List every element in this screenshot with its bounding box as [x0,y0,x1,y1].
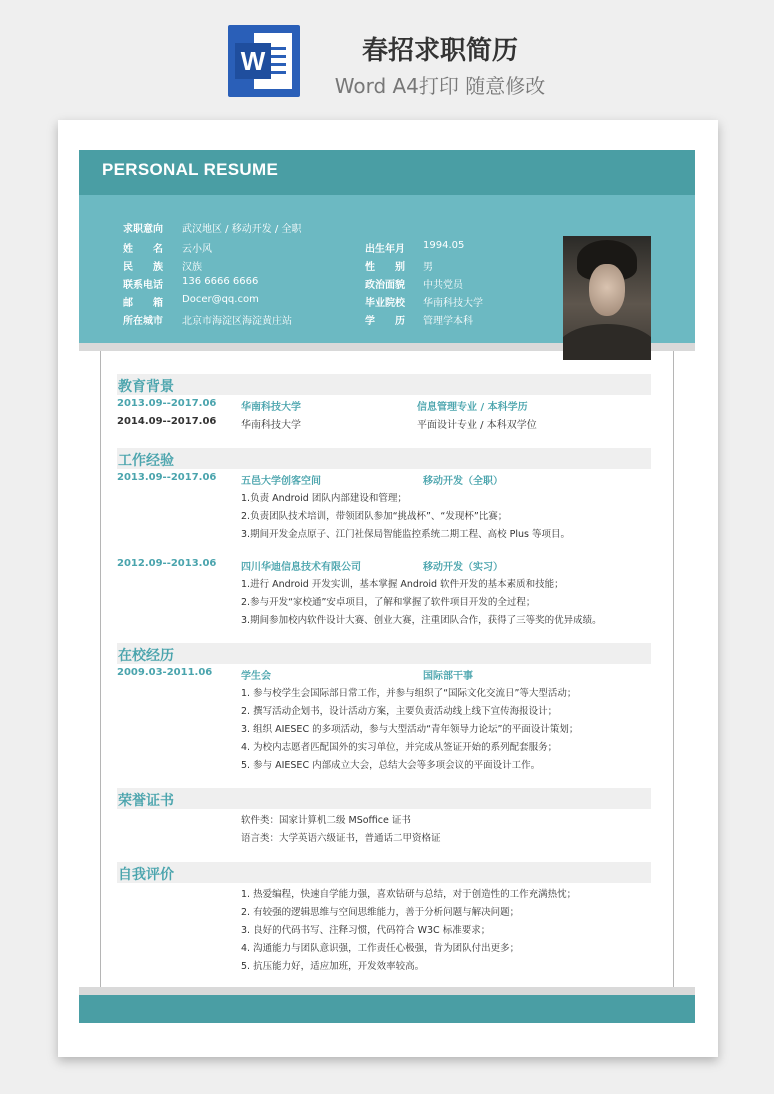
job-2-company: 四川华迪信息技术有限公司 [241,562,361,573]
resume-sheet [58,120,718,1057]
campus-title: 在校经历 [118,648,174,664]
job-1-item-3: 3.期间开发金点原子、江门社保局智能监控系统二期工程、高校 Plus 等项目。 [241,529,570,540]
self-title: 自我评价 [118,867,174,883]
school-value: 华南科技大学 [423,298,483,309]
political-value: 中共党员 [423,280,463,291]
job-2-item-2: 2.参与开发“家校通”安卓项目，了解和掌握了软件项目开发的全过程； [241,597,536,608]
campus-item-4: 4. 为校内志愿者匹配国外的实习单位，并完成从签证开始的系列配套服务； [241,742,558,753]
ethnicity-value: 汉族 [182,262,202,273]
edu-date-1: 2013.09--2017.06 [117,398,217,409]
degree-value: 管理学本科 [423,316,473,327]
email-label: 邮 箱 [123,298,163,309]
ethnicity-label: 民 族 [123,262,163,273]
edu-school-1: 华南科技大学 [241,402,301,413]
frame-left-line [100,351,101,987]
city-label: 所在城市 [123,316,163,327]
phone-label: 联系电话 [123,280,163,291]
birth-value: 1994.05 [423,240,465,251]
campus-item-5: 5. 参与 AIESEC 内部成立大会，总结大会等多项会议的平面设计工作。 [241,760,541,771]
campus-org: 学生会 [241,671,271,682]
divider-bottom [79,987,695,995]
intent-label: 求职意向 [123,224,163,235]
work-title: 工作经验 [118,453,174,469]
banner-bottom [79,995,695,1023]
self-item-4: 4. 沟通能力与团队意识强，工作责任心极强，肯为团队付出更多； [241,943,520,954]
job-2-role: 移动开发（实习） [423,562,503,573]
edu-major-1: 信息管理专业 / 本科学历 [417,402,528,413]
campus-item-1: 1. 参与校学生会国际部日常工作，并参与组织了“国际文化交流日”等大型活动； [241,688,577,699]
page-subtitle: Word A4打印 随意修改 [334,74,546,98]
job-1-role: 移动开发（全职） [423,476,503,487]
job-1-company: 五邑大学创客空间 [241,476,321,487]
word-icon: W [228,25,300,97]
honor-item-2: 语言类：大学英语六级证书，普通话二甲资格证 [241,833,441,844]
honors-header-bg [117,788,651,809]
banner-title: PERSONAL RESUME [102,160,279,179]
phone-value: 136 6666 6666 [182,276,259,287]
school-label: 毕业院校 [365,298,405,309]
profile-photo [563,236,651,360]
city-value: 北京市海淀区海淀黄庄站 [182,316,292,327]
edu-major-2: 平面设计专业 / 本科双学位 [417,420,537,431]
job-2-item-3: 3.期间参加校内软件设计大赛、创业大赛，注重团队合作，获得了三等奖的优异成绩。 [241,615,602,626]
birth-label: 出生年月 [365,244,405,255]
job-1-date: 2013.09--2017.06 [117,472,217,483]
political-label: 政治面貌 [365,280,405,291]
intent-value: 武汉地区 / 移动开发 / 全职 [182,224,302,235]
education-title: 教育背景 [118,379,174,395]
job-2-item-1: 1.进行 Android 开发实训，基本掌握 Android 软件开发的基本素质和技能； [241,579,564,590]
name-value: 云小风 [182,244,212,255]
edu-date-2: 2014.09--2017.06 [117,416,217,427]
gender-label: 性 别 [365,262,405,273]
self-header-bg [117,862,651,883]
work-header-bg [117,448,651,469]
edu-school-2: 华南科技大学 [241,420,301,431]
campus-role: 国际部干事 [423,671,473,682]
education-header-bg [117,374,651,395]
gender-value: 男 [423,262,433,273]
self-item-5: 5. 抗压能力好，适应加班，开发效率较高。 [241,961,425,972]
self-item-1: 1. 热爱编程，快速自学能力强，喜欢钻研与总结，对于创造性的工作充满热忱； [241,889,577,900]
campus-item-3: 3. 组织 AIESEC 的多项活动，参与大型活动“青年领导力论坛”的平面设计策划； [241,724,579,735]
campus-header-bg [117,643,651,664]
job-1-item-2: 2.负责团队技术培训，带领团队参加“挑战杯”、“发现杯”比赛； [241,511,508,522]
name-label: 姓 名 [123,244,163,255]
frame-right-line [673,351,674,987]
page-title: 春招求职简历 [361,36,518,66]
campus-item-2: 2. 撰写活动企划书，设计活动方案，主要负责活动线上线下宣传海报设计； [241,706,558,717]
campus-date: 2009.03-2011.06 [117,667,213,678]
self-item-2: 2. 有较强的逻辑思维与空间思维能力，善于分析问题与解决问题； [241,907,520,918]
honors-title: 荣誉证书 [118,793,174,809]
email-value: Docer@qq.com [182,294,259,305]
job-1-item-1: 1.负责 Android 团队内部建设和管理； [241,493,407,504]
degree-label: 学 历 [365,316,405,327]
honor-item-1: 软件类：国家计算机二级 MSoffice 证书 [241,815,411,826]
job-2-date: 2012.09--2013.06 [117,558,217,569]
self-item-3: 3. 良好的代码书写、注释习惯，代码符合 W3C 标准要求； [241,925,491,936]
